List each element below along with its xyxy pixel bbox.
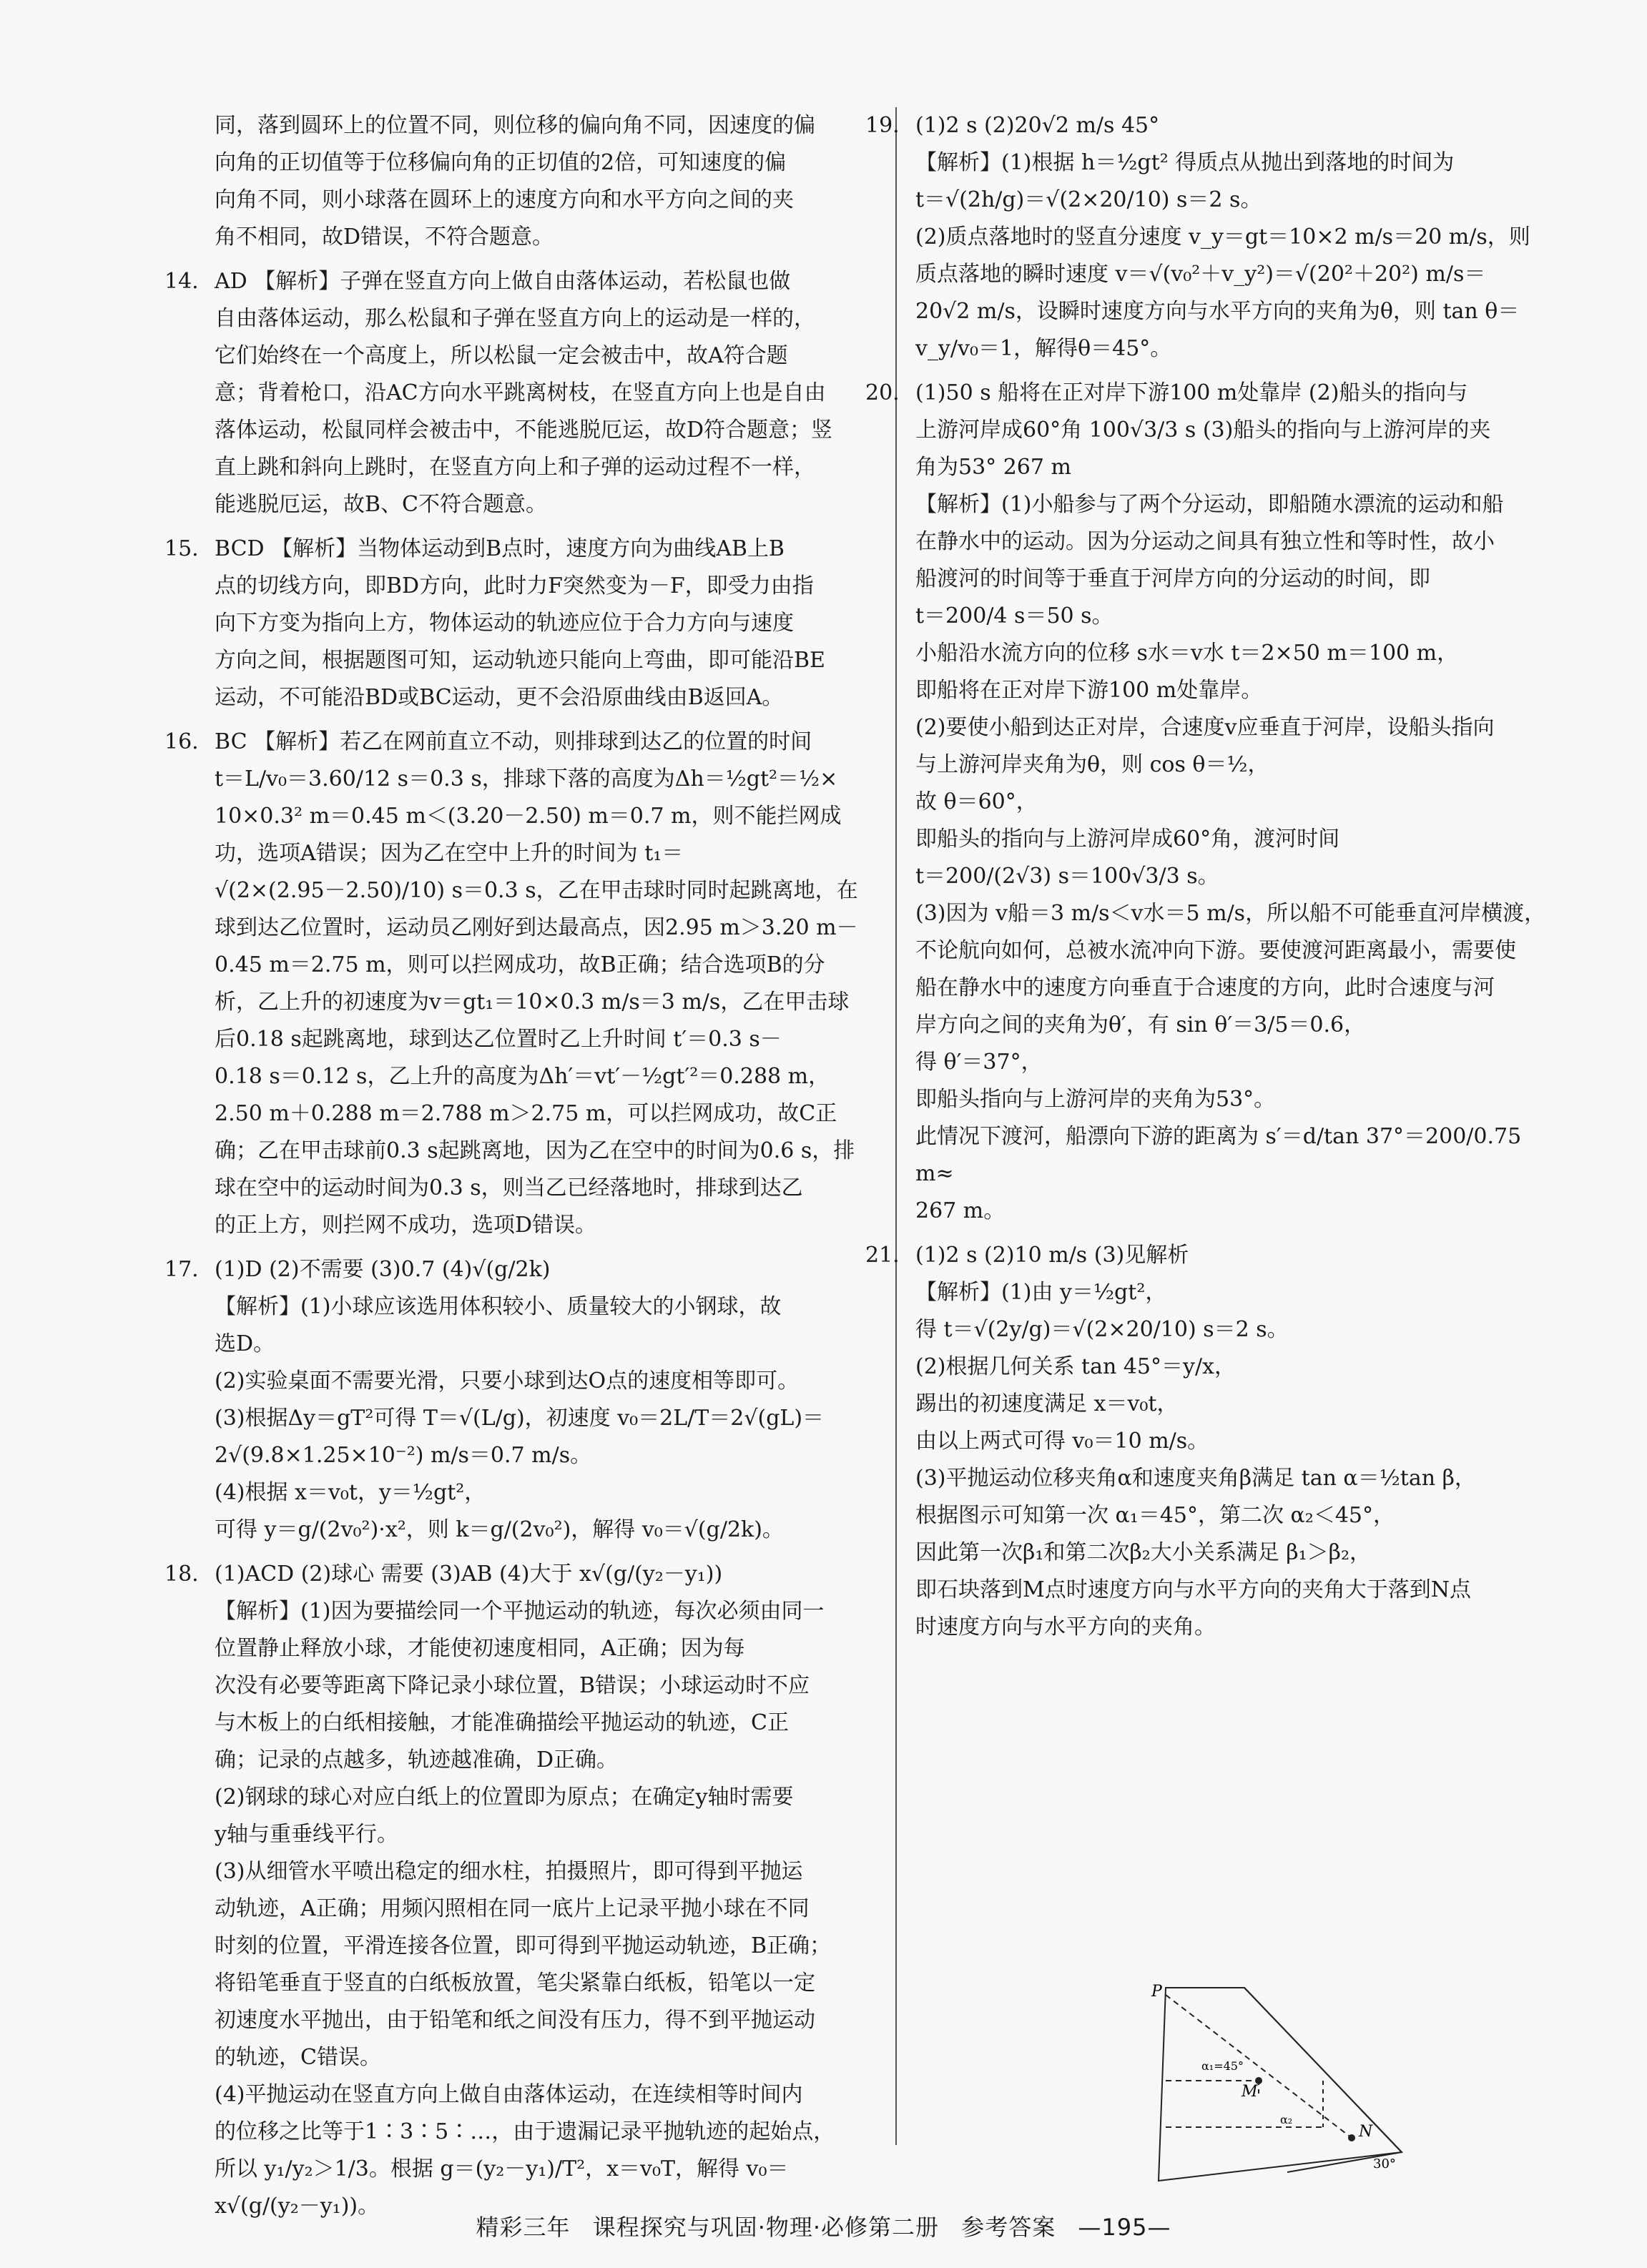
text-line: t＝200/4 s＝50 s。 xyxy=(915,603,1113,628)
text-line: (1)2 s (2)10 m/s (3)见解析 xyxy=(915,1243,1189,1268)
text-line: 故 θ＝60°， xyxy=(915,789,1038,814)
text-line: 落体运动，松鼠同样会被击中，不能逃脱厄运，故D符合题意；竖 xyxy=(215,418,833,443)
text-line: 踢出的初速度满足 x＝v₀t， xyxy=(915,1391,1179,1416)
footer-brand: 精彩三年 xyxy=(476,2214,571,2241)
question-number: 14. xyxy=(164,269,199,294)
question-number: 19. xyxy=(865,113,900,138)
text-line: 时速度方向与水平方向的夹角。 xyxy=(915,1614,1216,1640)
text-line: 将铅笔垂直于竖直的白纸板放置，笔尖紧靠白纸板，铅笔以一定 xyxy=(215,1971,815,1996)
text-line: 因此第一次β₁和第二次β₂大小关系满足 β₁＞β₂， xyxy=(915,1540,1372,1565)
text-line: 此情况下渡河，船漂向下游的距离为 s′＝d/tan 37°＝200/0.75 m≈ xyxy=(915,1124,1522,1186)
text-line: AD 【解析】子弹在竖直方向上做自由落体运动，若松鼠也做 xyxy=(215,269,791,294)
text-line: (2)实验桌面不需要光滑，只要小球到达O点的速度相等即可。 xyxy=(215,1369,800,1394)
text-line: (2)要使小船到达正对岸，合速度v应垂直于河岸，设船头指向 xyxy=(915,715,1495,740)
text-line: 球在空中的运动时间为0.3 s，则当乙已经落地时，排球到达乙 xyxy=(215,1175,803,1200)
label-m: M xyxy=(1242,2083,1258,2101)
label-p: P xyxy=(1151,1983,1162,2001)
text-line: 得 θ′＝37°， xyxy=(915,1050,1043,1075)
footer-book: 课程探究与巩固·物理·必修第二册 xyxy=(592,2214,940,2241)
text-line: 确；乙在甲击球前0.3 s起跳离地，因为乙在空中的时间为0.6 s，排 xyxy=(215,1138,855,1163)
stairs-trajectory-figure xyxy=(1116,1981,1416,2195)
text-line: 方向之间，根据题图可知，运动轨迹只能向上弯曲，即可能沿BE xyxy=(215,648,825,673)
text-line: 根据图示可知第一次 α₁＝45°，第二次 α₂＜45°， xyxy=(915,1503,1395,1528)
text-line: 时刻的位置，平滑连接各位置，即可得到平抛运动轨迹，B正确； xyxy=(215,1933,832,1958)
text-line: t＝200/(2√3) s＝100√3/3 s。 xyxy=(915,864,1219,889)
text-line: (1)ACD (2)球心 需要 (3)AB (4)大于 x√(g/(y₂－y₁)) xyxy=(215,1562,723,1587)
text-line: √(2×(2.95－2.50)/10) s＝0.3 s，乙在甲击球时同时起跳离地，在 xyxy=(215,878,858,903)
text-line: 后0.18 s起跳离地，球到达乙位置时乙上升时间 t′＝0.3 s－ xyxy=(215,1027,782,1052)
text-line: 不论航向如何，总被水流冲向下游。要使渡河距离最小，需要使 xyxy=(915,938,1516,963)
text-line: (1)D (2)不需要 (3)0.7 (4)√(g/2k) xyxy=(215,1257,551,1282)
answer-14 xyxy=(164,263,865,523)
page-footer xyxy=(0,2209,1647,2242)
text-line: 岸方向之间的夹角为θ′，有 sin θ′＝3/5＝0.6， xyxy=(915,1012,1366,1037)
page-number: —195— xyxy=(1078,2214,1171,2241)
text-line: 的位移之比等于1∶3∶5∶…，由于遗漏记录平抛轨迹的起始点， xyxy=(215,2119,835,2144)
text-line: 质点落地的瞬时速度 v＝√(v₀²＋v_y²)＝√(20²＋20²) m/s＝ xyxy=(915,262,1486,287)
text-line: 与木板上的白纸相接触，才能准确描绘平抛运动的轨迹，C正 xyxy=(215,1710,789,1735)
text-line: t＝√(2h/g)＝√(2×20/10) s＝2 s。 xyxy=(915,187,1262,212)
answer-18 xyxy=(164,1556,865,2225)
answer-19 xyxy=(865,107,1566,368)
text-line: 即船将在正对岸下游100 m处靠岸。 xyxy=(915,678,1263,703)
text-line: (1)2 s (2)20√2 m/s 45° xyxy=(915,113,1160,138)
text-line: (2)质点落地时的竖直分速度 v_y＝gt＝10×2 m/s＝20 m/s，则 xyxy=(915,225,1530,250)
text-line: 位置静止释放小球，才能使初速度相同，A正确；因为每 xyxy=(215,1636,745,1661)
text-line: (3)因为 v船＝3 m/s＜v水＝5 m/s，所以船不可能垂直河岸横渡， xyxy=(915,901,1546,926)
text-line: t＝L/v₀＝3.60/12 s＝0.3 s，排球下落的高度为Δh＝½gt²＝½× xyxy=(215,766,838,792)
text-line: 0.45 m＝2.75 m，则可以拦网成功，故B正确；结合选项B的分 xyxy=(215,952,825,977)
text-line: 选D。 xyxy=(215,1331,275,1356)
text-line: 意；背着枪口，沿AC方向水平跳离树枝，在竖直方向上也是自由 xyxy=(215,380,826,405)
text-line: 10×0.3² m＝0.45 m＜(3.20－2.50) m＝0.7 m，则不能拦网成 xyxy=(215,804,842,829)
text-line: 球到达乙位置时，运动员乙刚好到达最高点，因2.95 m＞3.20 m－ xyxy=(215,915,858,940)
answer-20 xyxy=(865,375,1566,1230)
text-line: 它们始终在一个高度上，所以松鼠一定会被击中，故A符合题 xyxy=(215,343,788,368)
text-line: 确；记录的点越多，轨迹越准确，D正确。 xyxy=(215,1747,619,1773)
text-line: y轴与重垂线平行。 xyxy=(215,1822,398,1847)
answer-16 xyxy=(164,724,865,1244)
text-line: 2√(9.8×1.25×10⁻²) m/s＝0.7 m/s。 xyxy=(215,1443,592,1468)
text-line: 运动，不可能沿BD或BC运动，更不会沿原曲线由B返回A。 xyxy=(215,685,784,710)
text-line: 【解析】(1)小球应该选用体积较小、质量较大的小钢球，故 xyxy=(215,1294,782,1319)
text-line: (4)平抛运动在竖直方向上做自由落体运动，在连续相等时间内 xyxy=(215,2082,803,2107)
platform-outline xyxy=(1159,1988,1402,2181)
label-30deg: 30° xyxy=(1373,2156,1396,2171)
text-line: 2.50 m＋0.288 m＝2.788 m＞2.75 m，可以拦网成功，故C正 xyxy=(215,1101,837,1126)
text-line: 的正上方，则拦网不成功，选项D错误。 xyxy=(215,1213,597,1238)
answer-21 xyxy=(865,1237,1566,1646)
text-line: BC 【解析】若乙在网前直立不动，则排球到达乙的位置的时间 xyxy=(215,729,812,754)
text-line: 小船沿水流方向的位移 s水＝v水 t＝2×50 m＝100 m， xyxy=(915,641,1459,666)
answer-13-continuation xyxy=(215,107,865,256)
text-line: (3)平抛运动位移夹角α和速度夹角β满足 tan α＝½tan β， xyxy=(915,1466,1476,1491)
text-line: 由以上两式可得 v₀＝10 m/s。 xyxy=(915,1429,1209,1454)
text-line: 动轨迹，A正确；用频闪照相在同一底片上记录平抛小球在不同 xyxy=(215,1896,810,1921)
text-line: 角不相同，故D错误，不符合题意。 xyxy=(215,225,554,250)
text-line: 【解析】(1)因为要描绘同一个平抛运动的轨迹，每次必须由同一 xyxy=(215,1599,825,1624)
answer-17 xyxy=(164,1251,865,1549)
text-line: 【解析】(1)由 y＝½gt²， xyxy=(915,1280,1167,1305)
text-line: 与上游河岸夹角为θ，则 cos θ＝½， xyxy=(915,752,1269,777)
question-number: 18. xyxy=(164,1562,199,1587)
right-column xyxy=(865,107,1566,1653)
text-line: 267 m。 xyxy=(915,1198,1006,1223)
answer-15 xyxy=(164,531,865,716)
text-line: 点的切线方向，即BD方向，此时力F突然变为－F，即受力由指 xyxy=(215,573,814,598)
text-line: 向角不同，则小球落在圆环上的速度方向和水平方向之间的夹 xyxy=(215,187,794,212)
footer-section: 参考答案 xyxy=(961,2214,1056,2241)
text-line: 同，落到圆环上的位置不同，则位移的偏向角不同，因速度的偏 xyxy=(215,113,815,138)
text-line: 船渡河的时间等于垂直于河岸方向的分运动的时间，即 xyxy=(915,566,1430,591)
text-line: 初速度水平抛出，由于铅笔和纸之间没有压力，得不到平抛运动 xyxy=(215,2008,815,2033)
question-number: 15. xyxy=(164,536,199,561)
text-line: 【解析】(1)根据 h＝½gt² 得质点从抛出到落地的时间为 xyxy=(915,150,1455,175)
text-line: 直上跳和斜向上跳时，在竖直方向上和子弹的运动过程不一样， xyxy=(215,455,815,480)
text-line: 次没有必要等距离下降记录小球位置，B错误；小球运动时不应 xyxy=(215,1673,810,1698)
text-line: 得 t＝√(2y/g)＝√(2×20/10) s＝2 s。 xyxy=(915,1317,1289,1342)
text-line: 20√2 m/s，设瞬时速度方向与水平方向的夹角为θ，则 tan θ＝ xyxy=(915,299,1520,324)
question-number: 16. xyxy=(164,729,199,754)
text-line: 0.18 s＝0.12 s，乙上升的高度为Δh′＝vt′－½gt′²＝0.288 m， xyxy=(215,1064,830,1089)
text-line: 所以 y₁/y₂＞1/3。根据 g＝(y₂－y₁)/T²，x＝v₀T，解得 v₀＝x√(g/(y₂－y₁))。 xyxy=(215,2156,789,2219)
text-line: 船在静水中的速度方向垂直于合速度的方向，此时合速度与河 xyxy=(915,975,1495,1000)
text-line: 即石块落到M点时速度方向与水平方向的夹角大于落到N点 xyxy=(915,1577,1471,1602)
text-line: 功，选项A错误；因为乙在空中上升的时间为 t₁＝ xyxy=(215,841,684,866)
text-line: 角为53° 267 m xyxy=(915,455,1071,480)
question-number: 20. xyxy=(865,380,900,405)
left-column xyxy=(164,107,865,2232)
text-line: 在静水中的运动。因为分运动之间具有独立性和等时性，故小 xyxy=(915,529,1495,554)
question-number: 21. xyxy=(865,1243,900,1268)
text-line: 即船头的指向与上游河岸成60°角，渡河时间 xyxy=(915,827,1340,852)
text-line: 能逃脱厄运，故B、C不符合题意。 xyxy=(215,492,547,517)
text-line: 即船头指向与上游河岸的夹角为53°。 xyxy=(915,1087,1276,1112)
text-line: (4)根据 x＝v₀t，y＝½gt²， xyxy=(215,1480,486,1505)
text-line: (2)钢球的球心对应白纸上的位置即为原点；在确定y轴时需要 xyxy=(215,1785,794,1810)
text-line: v_y/v₀＝1，解得θ＝45°。 xyxy=(915,336,1172,361)
text-line: BCD 【解析】当物体运动到B点时，速度方向为曲线AB上B xyxy=(215,536,785,561)
text-line: 可得 y＝g/(2v₀²)·x²，则 k＝g/(2v₀²)，解得 v₀＝√(g/2k)。 xyxy=(215,1517,784,1542)
text-line: (3)根据Δy＝gT²可得 T＝√(L/g)，初速度 v₀＝2L/T＝2√(gL)＝ xyxy=(215,1406,825,1431)
text-line: 自由落体运动，那么松鼠和子弹在竖直方向上的运动是一样的， xyxy=(215,306,815,331)
label-n: N xyxy=(1359,2123,1373,2141)
text-line: (2)根据几何关系 tan 45°＝y/x， xyxy=(915,1354,1236,1379)
text-line: 向角的正切值等于位移偏向角的正切值的2倍，可知速度的偏 xyxy=(215,150,787,175)
text-line: 向下方变为指向上方，物体运动的轨迹应位于合力方向与速度 xyxy=(215,611,794,636)
label-alpha1: α₁=45° xyxy=(1201,2059,1244,2073)
text-line: 上游河岸成60°角 100√3/3 s (3)船头的指向与上游河岸的夹 xyxy=(915,418,1491,443)
text-line: (3)从细管水平喷出稳定的细水柱，拍摄照片，即可得到平抛运 xyxy=(215,1859,803,1884)
text-line: 析，乙上升的初速度为v＝gt₁＝10×0.3 m/s＝3 m/s，乙在甲击球 xyxy=(215,990,850,1015)
text-line: 【解析】(1)小船参与了两个分运动，即船随水漂流的运动和船 xyxy=(915,492,1504,517)
question-number: 17. xyxy=(164,1257,199,1282)
point-n xyxy=(1348,2134,1355,2141)
text-line: 的轨迹，C错误。 xyxy=(215,2045,381,2070)
text-line: (1)50 s 船将在正对岸下游100 m处靠岸 (2)船头的指向与 xyxy=(915,380,1468,405)
label-alpha2: α₂ xyxy=(1280,2113,1293,2126)
